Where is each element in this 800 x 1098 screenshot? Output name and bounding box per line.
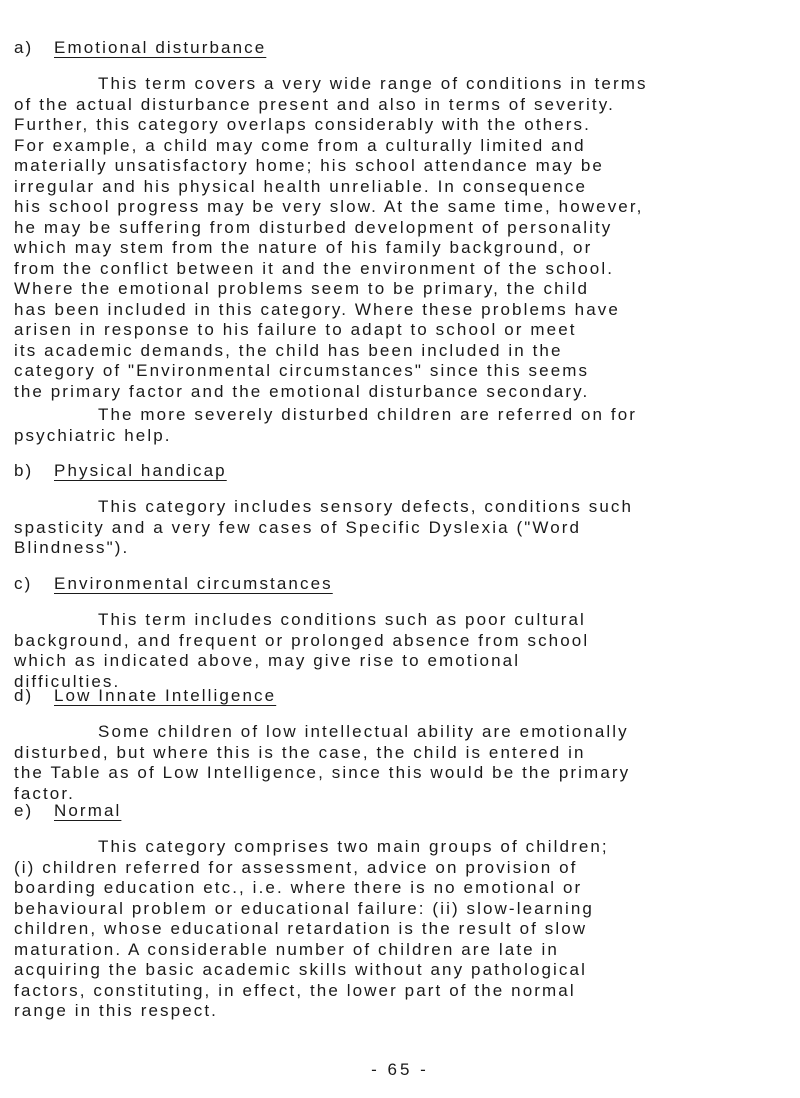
section-marker: b) [14,461,34,480]
text-line: of the actual disturbance present and also in terms of severity. [14,94,615,114]
section-heading-low-innate-intelligence [14,686,276,706]
text-line: range in this respect. [14,1001,219,1020]
text-line: For example, a child may come from a culturally limited and [14,135,586,155]
section-heading-physical-handicap [14,461,227,481]
text-line: materially unsatisfactory home; his school attendance may be [14,156,604,175]
text-line: Further, this category overlaps considerably with the others. [14,115,591,134]
text-line: children, whose educational retardation is the result of slow [14,919,588,938]
text-line: The more severely disturbed children are referred on for [98,405,638,424]
text-line: acquiring the basic academic skills without any pathological [14,960,587,979]
text-line: background, and frequent or prolonged absence from school [14,630,590,650]
paragraph-low-innate-intelligence [14,722,794,804]
section-title: Emotional disturbance [54,38,267,57]
section-title: Environmental circumstances [54,574,333,593]
text-line: the Table as of Low Intelligence, since this would be the primary [14,763,631,782]
page-number: - 65 - [371,1060,429,1079]
text-line: Blindness"). [14,538,130,557]
section-marker: a) [14,38,34,57]
text-line: his school progress may be very slow. At the same time, however, [14,197,644,216]
text-line: Where the emotional problems seem to be primary, the child [14,279,590,298]
text-line: difficulties. [14,671,121,691]
paragraph-environmental-circumstances [14,610,794,692]
section-title: Normal [54,801,122,820]
paragraph-emotional-disturbance-1 [14,74,794,402]
text-line: This term covers a very wide range of conditions in terms [98,74,648,93]
text-line: factors, constituting, in effect, the lower part of the normal [14,980,576,1000]
section-title: Physical handicap [54,461,227,480]
text-line: category of "Environmental circumstances" since this seems [14,361,590,380]
section-heading-environmental-circumstances [14,574,333,594]
text-line: factor. [14,783,76,803]
text-line: the primary factor and the emotional disturbance secondary. [14,381,590,401]
text-line: from the conflict between it and the environment of the school. [14,258,615,278]
section-title: Low Innate Intelligence [54,686,277,705]
text-line: boarding education etc., i.e. where there is no emotional or [14,878,583,897]
paragraph-emotional-disturbance-2 [14,405,794,446]
text-line: This category comprises two main groups of children; [98,837,609,856]
text-line: irregular and his physical health unreliable. In consequence [14,176,588,196]
section-marker: e) [14,801,34,820]
text-line: spasticity and a very few cases of Specific Dyslexia ("Word [14,517,582,537]
text-line: arisen in response to his failure to adapt to school or meet [14,320,577,339]
section-marker: c) [14,574,33,593]
text-line: he may be suffering from disturbed development of personality [14,217,613,237]
text-line: psychiatric help. [14,425,172,445]
text-line: which as indicated above, may give rise to emotional [14,651,521,670]
text-line: behavioural problem or educational failure: (ii) slow-learning [14,898,594,918]
text-line: has been included in this category. Where these problems have [14,299,620,319]
paragraph-normal [14,837,794,1022]
text-line: This category includes sensory defects, conditions such [98,497,634,516]
text-line: Some children of low intellectual ability are emotionally [98,722,629,741]
text-line: This term includes conditions such as poor cultural [98,610,586,629]
section-marker: d) [14,686,34,705]
section-heading-emotional-disturbance [14,38,266,58]
text-line: maturation. A considerable number of children are late in [14,939,559,959]
text-line: which may stem from the nature of his family background, or [14,238,593,257]
text-line: its academic demands, the child has been included in the [14,340,563,360]
text-line: disturbed, but where this is the case, the child is entered in [14,742,586,762]
text-line: (i) children referred for assessment, advice on provision of [14,857,578,877]
section-heading-normal [14,801,121,821]
paragraph-physical-handicap [14,497,794,559]
